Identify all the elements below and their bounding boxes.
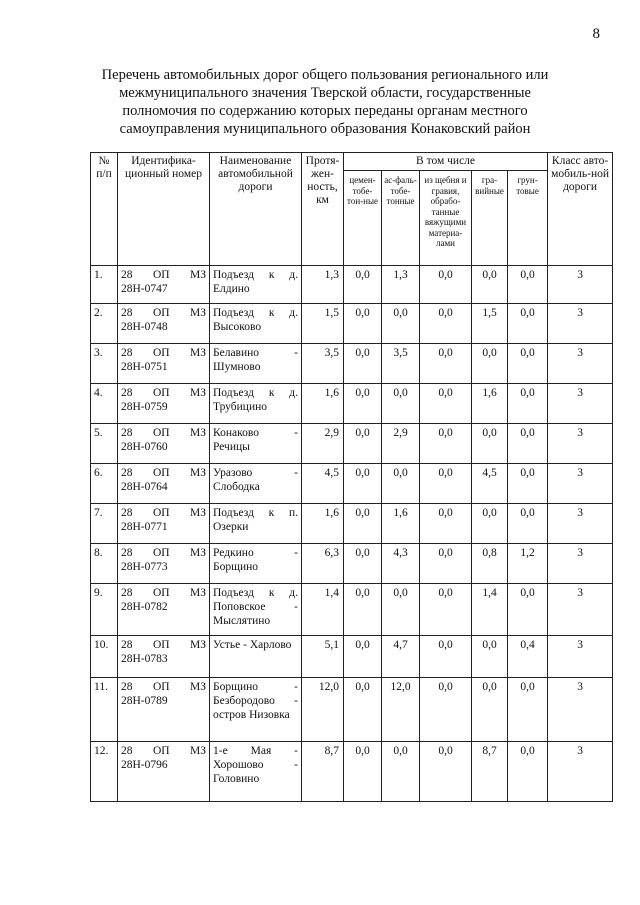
cell-asphalt: 3,5 xyxy=(382,344,420,384)
cell-length: 6,3 xyxy=(302,544,344,584)
table-body xyxy=(91,266,613,802)
cell-length: 1,5 xyxy=(302,304,344,344)
cell-class: 3 xyxy=(548,544,613,584)
header-cement: цемен-тобе-тон-ные xyxy=(344,171,382,266)
cell-num: 12. xyxy=(91,742,118,802)
cell-dirt: 0,0 xyxy=(508,504,548,544)
title-line: самоуправления муниципального образования Конаковский район xyxy=(119,121,531,137)
cell-cement: 0,0 xyxy=(344,384,382,424)
cell-class: 3 xyxy=(548,504,613,544)
cell-length: 1,6 xyxy=(302,504,344,544)
cell-gravel-treated: 0,0 xyxy=(420,384,472,424)
cell-name: Борщино - Безбородово - остров Низовка xyxy=(210,678,302,742)
cell-gravel-treated: 0,0 xyxy=(420,464,472,504)
cell-gravel: 0,0 xyxy=(472,504,508,544)
cell-id: 28 ОП МЗ 28Н-0760 xyxy=(118,424,210,464)
cell-length: 5,1 xyxy=(302,636,344,678)
cell-num: 11. xyxy=(91,678,118,742)
cell-asphalt: 1,6 xyxy=(382,504,420,544)
table-row xyxy=(91,464,613,504)
header-including: В том числе xyxy=(344,153,548,171)
cell-dirt: 0,4 xyxy=(508,636,548,678)
cell-name: Белавино - Шумново xyxy=(210,344,302,384)
cell-asphalt: 2,9 xyxy=(382,424,420,464)
cell-num: 3. xyxy=(91,344,118,384)
cell-asphalt: 4,3 xyxy=(382,544,420,584)
cell-cement: 0,0 xyxy=(344,304,382,344)
cell-length: 1,3 xyxy=(302,266,344,304)
cell-dirt: 0,0 xyxy=(508,424,548,464)
cell-gravel: 0,0 xyxy=(472,424,508,464)
cell-num: 10. xyxy=(91,636,118,678)
header-gravel-treated: из щебня и гравия, обрабо-танные вяжущими материа-лами xyxy=(420,171,472,266)
cell-asphalt: 1,3 xyxy=(382,266,420,304)
table-row xyxy=(91,304,613,344)
cell-length: 3,5 xyxy=(302,344,344,384)
table-row xyxy=(91,504,613,544)
cell-asphalt: 0,0 xyxy=(382,304,420,344)
cell-cement: 0,0 xyxy=(344,266,382,304)
cell-name: Подъезд к д. Высоково xyxy=(210,304,302,344)
cell-class: 3 xyxy=(548,266,613,304)
cell-asphalt: 0,0 xyxy=(382,464,420,504)
cell-cement: 0,0 xyxy=(344,636,382,678)
cell-name: Подъезд к д. Трубицино xyxy=(210,384,302,424)
cell-dirt: 0,0 xyxy=(508,266,548,304)
cell-gravel: 4,5 xyxy=(472,464,508,504)
cell-id: 28 ОП МЗ 28Н-0748 xyxy=(118,304,210,344)
cell-asphalt: 0,0 xyxy=(382,584,420,636)
cell-cement: 0,0 xyxy=(344,464,382,504)
table-row xyxy=(91,424,613,464)
cell-length: 4,5 xyxy=(302,464,344,504)
cell-gravel-treated: 0,0 xyxy=(420,584,472,636)
cell-id: 28 ОП МЗ 28Н-0751 xyxy=(118,344,210,384)
cell-dirt: 1,2 xyxy=(508,544,548,584)
table-row xyxy=(91,636,613,678)
cell-name: Подъезд к п. Озерки xyxy=(210,504,302,544)
cell-class: 3 xyxy=(548,584,613,636)
cell-gravel: 8,7 xyxy=(472,742,508,802)
table-row xyxy=(91,584,613,636)
table-row xyxy=(91,742,613,802)
cell-gravel-treated: 0,0 xyxy=(420,678,472,742)
cell-dirt: 0,0 xyxy=(508,464,548,504)
cell-num: 1. xyxy=(91,266,118,304)
cell-gravel: 1,5 xyxy=(472,304,508,344)
table-row xyxy=(91,678,613,742)
title-line: полномочия по содержанию которых переданы органам местного xyxy=(122,103,528,119)
cell-num: 2. xyxy=(91,304,118,344)
cell-cement: 0,0 xyxy=(344,504,382,544)
title-line: Перечень автомобильных дорог общего пользования регионального или xyxy=(101,67,549,83)
cell-gravel-treated: 0,0 xyxy=(420,636,472,678)
cell-gravel: 0,0 xyxy=(472,266,508,304)
cell-gravel-treated: 0,0 xyxy=(420,544,472,584)
cell-gravel-treated: 0,0 xyxy=(420,424,472,464)
cell-gravel: 0,0 xyxy=(472,636,508,678)
cell-gravel: 0,8 xyxy=(472,544,508,584)
cell-cement: 0,0 xyxy=(344,678,382,742)
cell-name: Редкино - Борщино xyxy=(210,544,302,584)
cell-length: 8,7 xyxy=(302,742,344,802)
cell-class: 3 xyxy=(548,344,613,384)
cell-name: Конаково - Речицы xyxy=(210,424,302,464)
cell-class: 3 xyxy=(548,678,613,742)
cell-cement: 0,0 xyxy=(344,544,382,584)
cell-num: 6. xyxy=(91,464,118,504)
table-row xyxy=(91,266,613,304)
cell-class: 3 xyxy=(548,742,613,802)
cell-dirt: 0,0 xyxy=(508,344,548,384)
cell-name: Подъезд к д. Елдино xyxy=(210,266,302,304)
cell-gravel-treated: 0,0 xyxy=(420,266,472,304)
header-name: Наименование автомобильной дороги xyxy=(210,153,302,266)
cell-asphalt: 0,0 xyxy=(382,384,420,424)
header-num: № п/п xyxy=(91,153,118,266)
header-class: Класс авто-мобиль-ной дороги xyxy=(548,153,613,266)
title-line: межмуниципального значения Тверской области, государственные xyxy=(119,85,531,101)
cell-id: 28 ОП МЗ 28Н-0783 xyxy=(118,636,210,678)
cell-dirt: 0,0 xyxy=(508,742,548,802)
cell-asphalt: 4,7 xyxy=(382,636,420,678)
cell-class: 3 xyxy=(548,424,613,464)
cell-asphalt: 0,0 xyxy=(382,742,420,802)
cell-id: 28 ОП МЗ 28Н-0764 xyxy=(118,464,210,504)
cell-num: 9. xyxy=(91,584,118,636)
cell-num: 5. xyxy=(91,424,118,464)
cell-cement: 0,0 xyxy=(344,344,382,384)
cell-class: 3 xyxy=(548,464,613,504)
cell-cement: 0,0 xyxy=(344,584,382,636)
cell-gravel-treated: 0,0 xyxy=(420,742,472,802)
cell-length: 2,9 xyxy=(302,424,344,464)
document-title xyxy=(70,66,580,138)
cell-class: 3 xyxy=(548,636,613,678)
cell-id: 28 ОП МЗ 28Н-0771 xyxy=(118,504,210,544)
cell-num: 8. xyxy=(91,544,118,584)
cell-length: 12,0 xyxy=(302,678,344,742)
cell-id: 28 ОП МЗ 28Н-0773 xyxy=(118,544,210,584)
cell-dirt: 0,0 xyxy=(508,678,548,742)
table-row xyxy=(91,544,613,584)
header-asphalt: ас-фаль-тобе-тонные xyxy=(382,171,420,266)
cell-gravel-treated: 0,0 xyxy=(420,304,472,344)
cell-gravel: 1,4 xyxy=(472,584,508,636)
cell-gravel: 0,0 xyxy=(472,344,508,384)
cell-class: 3 xyxy=(548,384,613,424)
cell-asphalt: 12,0 xyxy=(382,678,420,742)
header-length: Протя-жен-ность, км xyxy=(302,153,344,266)
cell-dirt: 0,0 xyxy=(508,584,548,636)
cell-id: 28 ОП МЗ 28Н-0789 xyxy=(118,678,210,742)
cell-num: 4. xyxy=(91,384,118,424)
cell-length: 1,4 xyxy=(302,584,344,636)
cell-id: 28 ОП МЗ 28Н-0782 xyxy=(118,584,210,636)
cell-gravel-treated: 0,0 xyxy=(420,504,472,544)
cell-gravel: 1,6 xyxy=(472,384,508,424)
cell-name: Устье - Харлово xyxy=(210,636,302,678)
cell-cement: 0,0 xyxy=(344,424,382,464)
cell-num: 7. xyxy=(91,504,118,544)
cell-name: Подъезд к д. Поповское - Мыслятино xyxy=(210,584,302,636)
cell-gravel-treated: 0,0 xyxy=(420,344,472,384)
page-number: 8 xyxy=(592,26,600,42)
cell-class: 3 xyxy=(548,304,613,344)
header-dirt: грун-товые xyxy=(508,171,548,266)
cell-cement: 0,0 xyxy=(344,742,382,802)
header-gravel: гра-вийные xyxy=(472,171,508,266)
table-row xyxy=(91,384,613,424)
cell-id: 28 ОП МЗ 28Н-0747 xyxy=(118,266,210,304)
cell-dirt: 0,0 xyxy=(508,384,548,424)
cell-name: Уразово - Слободка xyxy=(210,464,302,504)
header-id: Идентифика-ционный номер xyxy=(118,153,210,266)
cell-id: 28 ОП МЗ 28Н-0759 xyxy=(118,384,210,424)
cell-dirt: 0,0 xyxy=(508,304,548,344)
cell-name: 1-е Мая - Хорошово - Головино xyxy=(210,742,302,802)
table-row xyxy=(91,344,613,384)
roads-table xyxy=(90,152,613,802)
cell-gravel: 0,0 xyxy=(472,678,508,742)
table-header xyxy=(91,153,613,266)
cell-length: 1,6 xyxy=(302,384,344,424)
cell-id: 28 ОП МЗ 28Н-0796 xyxy=(118,742,210,802)
